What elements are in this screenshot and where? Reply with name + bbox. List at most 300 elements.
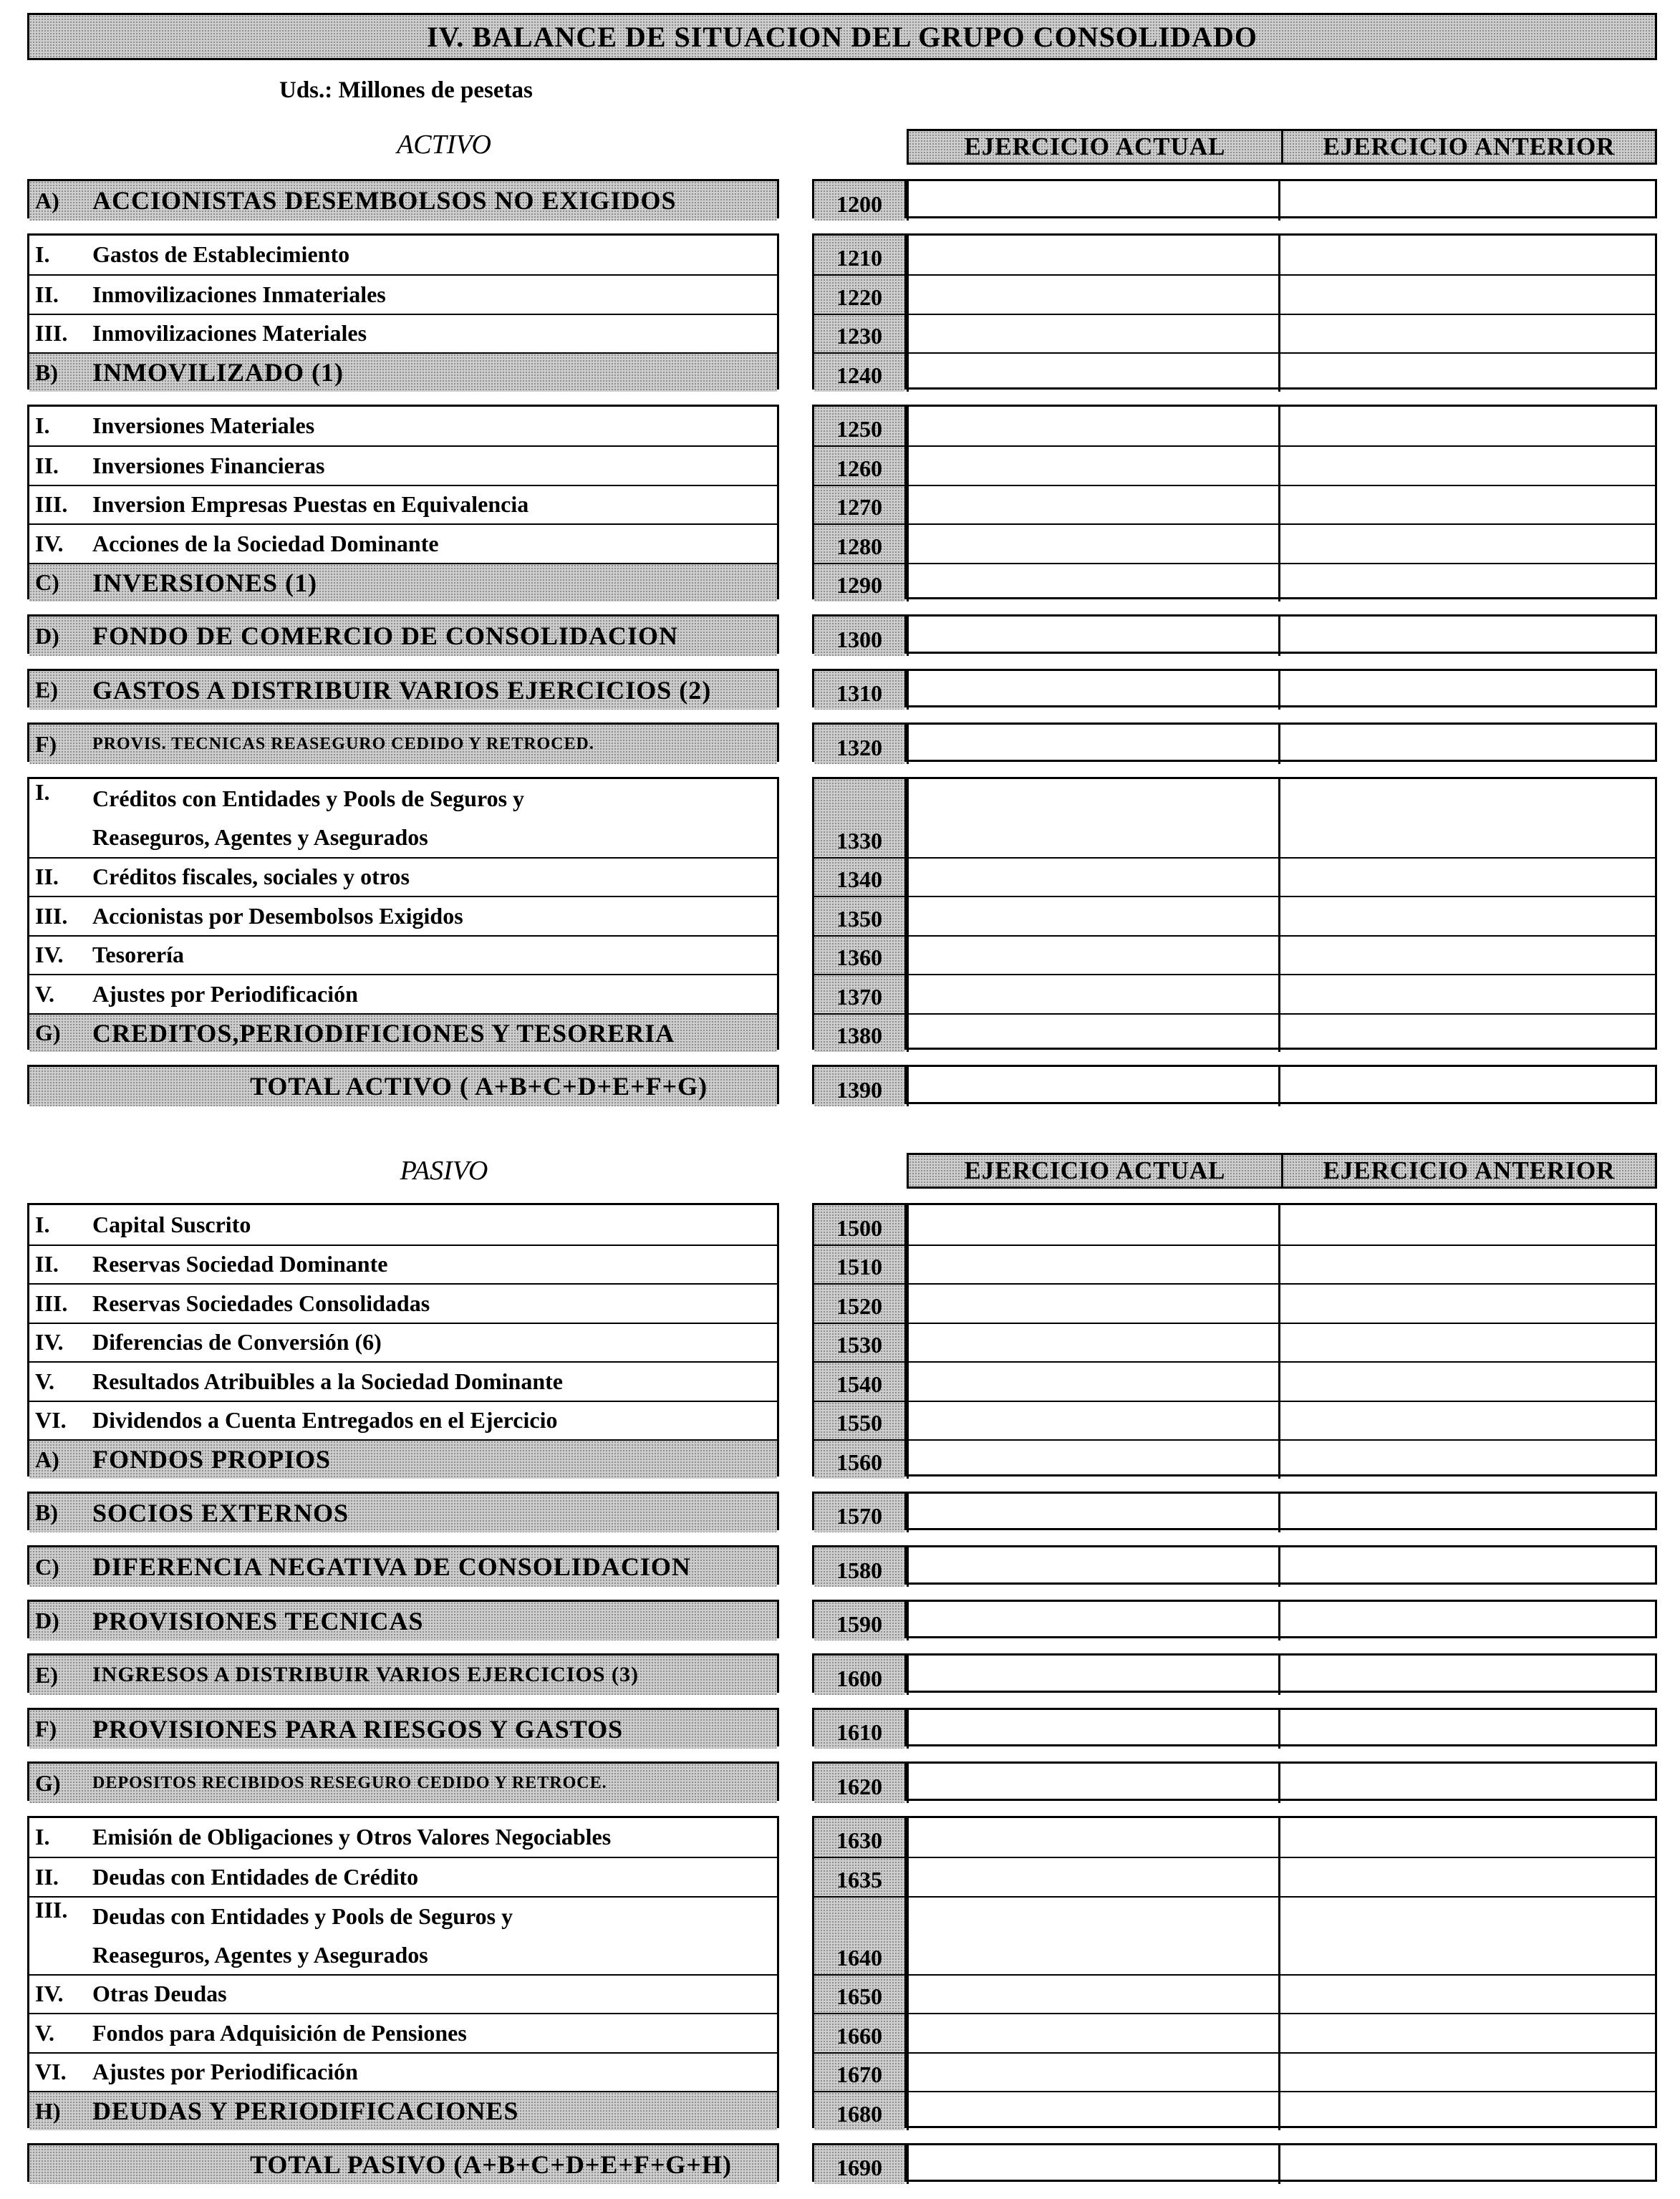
row-number: II. [35, 281, 59, 307]
value-cell-anterior[interactable] [1280, 1494, 1655, 1533]
title-bar [27, 13, 1657, 60]
account-code: 1210 [814, 236, 904, 275]
line-item-group [27, 405, 779, 600]
row-label: Capital Suscrito [92, 1211, 251, 1237]
value-cell-anterior[interactable] [1280, 2092, 1655, 2130]
line-item-row [29, 2052, 777, 2092]
code-group [812, 1545, 907, 1585]
row-label: Resultados Atribuibles a la Sociedad Dominante [92, 1368, 563, 1394]
account-code: 1680 [814, 2091, 904, 2130]
value-cell-actual[interactable] [907, 1441, 1280, 1479]
value-cell-actual[interactable] [907, 1363, 1280, 1401]
row-number: IV. [35, 1329, 64, 1355]
value-cell-actual[interactable] [907, 897, 1280, 935]
row-label: Reservas Sociedades Consolidadas [92, 1290, 430, 1316]
row-label: INMOVILIZADO (1) [92, 358, 344, 387]
value-row [907, 1283, 1655, 1323]
value-cell-actual[interactable] [907, 564, 1280, 602]
row-number: D) [35, 622, 59, 649]
value-cell-anterior[interactable] [1280, 1363, 1655, 1401]
value-cell-anterior[interactable] [1280, 1067, 1655, 1106]
account-code: 1200 [814, 181, 904, 221]
account-code: 1600 [814, 1656, 904, 1695]
value-cell-anterior[interactable] [1280, 1547, 1655, 1587]
value-row [907, 1710, 1655, 1749]
code-group [812, 1708, 907, 1747]
code-group [812, 1816, 907, 2128]
row-label: PROVISIONES TECNICAS [92, 1606, 424, 1635]
row-label: Deudas con Entidades y Pools de Seguros y [92, 1903, 513, 1929]
row-number: III. [35, 1290, 68, 1316]
value-cell-anterior[interactable] [1280, 1818, 1655, 1857]
value-cell-anterior[interactable] [1280, 1764, 1655, 1803]
row-label: Emisión de Obligaciones y Otros Valores Negociables [92, 1824, 612, 1850]
value-row [907, 1245, 1655, 1284]
value-cell-anterior[interactable] [1280, 2145, 1655, 2185]
value-row [907, 2091, 1655, 2130]
column-header-actual: EJERCICIO ACTUAL [907, 129, 1283, 165]
row-number: F) [35, 1716, 57, 1742]
account-code: 1580 [814, 1547, 904, 1587]
column-header-anterior: EJERCICIO ANTERIOR [1281, 1153, 1657, 1189]
value-cell-actual[interactable] [907, 1067, 1280, 1106]
value-cell-actual[interactable] [907, 975, 1280, 1013]
value-cell-actual[interactable] [907, 236, 1280, 275]
value-cell-actual[interactable] [907, 2145, 1280, 2185]
account-code: 1640 [814, 1896, 904, 1974]
code-group [812, 233, 907, 390]
value-cell-actual[interactable] [907, 725, 1280, 764]
value-cell-anterior[interactable] [1280, 859, 1655, 896]
account-code: 1350 [814, 896, 904, 935]
line-item-row [29, 896, 777, 935]
value-cell-actual[interactable] [907, 2092, 1280, 2130]
row-label: Inversiones Materiales [92, 412, 315, 439]
account-code: 1650 [814, 1974, 904, 2014]
line-item-row [29, 407, 777, 446]
value-group [907, 1545, 1657, 1585]
value-cell-actual[interactable] [907, 407, 1280, 446]
account-code: 1270 [814, 485, 904, 524]
value-row [907, 1494, 1655, 1533]
row-number: IV. [35, 942, 64, 968]
value-cell-actual[interactable] [907, 2054, 1280, 2092]
line-item-group [27, 1600, 779, 1639]
line-item-group [27, 179, 779, 218]
value-cell-actual[interactable] [907, 1285, 1280, 1323]
subtotal-row [29, 725, 777, 764]
row-number: III. [35, 320, 68, 347]
code-group [812, 614, 907, 654]
subtotal-row [29, 1764, 777, 1803]
value-cell-anterior[interactable] [1280, 1285, 1655, 1323]
value-cell-anterior[interactable] [1280, 1858, 1655, 1896]
row-number: I. [35, 1211, 50, 1237]
value-cell-actual[interactable] [907, 1205, 1280, 1245]
line-item-group [27, 1653, 779, 1693]
value-cell-anterior[interactable] [1280, 1246, 1655, 1284]
value-cell-anterior[interactable] [1280, 1324, 1655, 1362]
subtotal-row [29, 1656, 777, 1695]
subtotal-row [29, 181, 777, 221]
line-item-row [29, 1323, 777, 1362]
value-cell-anterior[interactable] [1280, 407, 1655, 446]
line-item-row [29, 445, 777, 485]
value-cell-actual[interactable] [907, 1015, 1280, 1053]
subtotal-row [29, 1710, 777, 1749]
code-group [812, 179, 907, 218]
value-group [907, 777, 1657, 1050]
row-label: Acciones de la Sociedad Dominante [92, 530, 439, 556]
value-group [907, 722, 1657, 762]
value-cell-actual[interactable] [907, 937, 1280, 975]
subtotal-row [29, 1547, 777, 1587]
pasivo-title: PASIVO [400, 1156, 488, 1186]
account-code: 1660 [814, 2013, 904, 2052]
row-number: B) [35, 359, 58, 385]
line-item-row [29, 485, 777, 524]
account-code: 1570 [814, 1494, 904, 1533]
account-code: 1220 [814, 274, 904, 314]
row-label: Gastos de Establecimiento [92, 241, 350, 268]
value-cell-anterior[interactable] [1280, 1205, 1655, 1245]
units-label: Uds.: Millones de pesetas [279, 77, 533, 103]
line-item-row [29, 274, 777, 314]
row-label: PROVISIONES PARA RIESGOS Y GASTOS [92, 1714, 624, 1744]
line-item-row [29, 2013, 777, 2052]
row-label: TOTAL ACTIVO ( A+B+C+D+E+F+G) [250, 1072, 708, 1101]
value-row [907, 725, 1655, 764]
value-cell-anterior[interactable] [1280, 975, 1655, 1013]
value-cell-anterior[interactable] [1280, 1402, 1655, 1440]
subtotal-row [29, 1013, 777, 1053]
row-label: Diferencias de Conversión (6) [92, 1329, 382, 1355]
code-group [812, 1065, 907, 1104]
account-code: 1590 [814, 1602, 904, 1641]
subtotal-row [29, 1602, 777, 1641]
value-row [907, 1764, 1655, 1803]
value-cell-anterior[interactable] [1280, 1710, 1655, 1749]
value-group [907, 1492, 1657, 1531]
value-cell-anterior[interactable] [1280, 564, 1655, 602]
row-label: PROVIS. TECNICAS REASEGURO CEDIDO Y RETROCED. [92, 734, 594, 753]
row-number: VI. [35, 1407, 67, 1434]
row-label-continued: Reaseguros, Agentes y Asegurados [92, 1942, 428, 1968]
value-cell-anterior[interactable] [1280, 897, 1655, 935]
code-group [812, 1761, 907, 1801]
account-code: 1635 [814, 1857, 904, 1896]
account-code: 1610 [814, 1710, 904, 1749]
account-code: 1280 [814, 523, 904, 563]
line-item-row [29, 1857, 777, 1896]
row-number: A) [35, 1446, 59, 1472]
value-cell-actual[interactable] [907, 779, 1280, 857]
row-label: Inversion Empresas Puestas en Equivalencia [92, 491, 529, 518]
row-number: I. [35, 1824, 50, 1850]
row-label: Reservas Sociedad Dominante [92, 1251, 388, 1277]
value-group [907, 2143, 1657, 2183]
value-row [907, 1439, 1655, 1479]
value-cell-anterior[interactable] [1280, 486, 1655, 524]
value-row [907, 896, 1655, 935]
row-number: I. [35, 779, 50, 805]
value-group [907, 1761, 1657, 1801]
row-number: IV. [35, 530, 64, 556]
line-item-row [29, 1205, 777, 1245]
line-item-group [27, 233, 779, 390]
row-label: Ajustes por Periodificación [92, 980, 358, 1007]
row-label: Otras Deudas [92, 1981, 227, 2007]
row-number: A) [35, 187, 59, 213]
value-row [907, 2052, 1655, 2092]
row-label-continued: Reaseguros, Agentes y Asegurados [92, 824, 428, 850]
row-number: G) [35, 1020, 61, 1046]
row-number: II. [35, 864, 59, 890]
value-row [907, 1857, 1655, 1896]
line-item-group [27, 1816, 779, 2128]
value-cell-actual[interactable] [907, 354, 1280, 392]
account-code: 1380 [814, 1013, 904, 1053]
subtotal-row [29, 1439, 777, 1479]
column-header-actual: EJERCICIO ACTUAL [907, 1153, 1283, 1189]
value-cell-anterior[interactable] [1280, 276, 1655, 314]
subtotal-row [29, 1067, 777, 1106]
line-item-row [29, 1401, 777, 1440]
value-row [907, 1323, 1655, 1362]
value-cell-actual[interactable] [907, 1547, 1280, 1587]
value-cell-actual[interactable] [907, 617, 1280, 656]
code-group [812, 1492, 907, 1531]
row-label: GASTOS A DISTRIBUIR VARIOS EJERCICIOS (2) [92, 675, 712, 705]
code-group [812, 1600, 907, 1639]
value-cell-anterior[interactable] [1280, 617, 1655, 656]
value-cell-anterior[interactable] [1280, 315, 1655, 353]
value-group [907, 233, 1657, 390]
value-row [907, 563, 1655, 602]
value-cell-anterior[interactable] [1280, 354, 1655, 392]
account-code: 1560 [814, 1439, 904, 1479]
line-item-row [29, 1974, 777, 2014]
line-item-row [29, 935, 777, 975]
value-cell-anterior[interactable] [1280, 1898, 1655, 1974]
row-number: V. [35, 2019, 54, 2046]
row-label: Tesorería [92, 942, 184, 968]
row-label: INVERSIONES (1) [92, 568, 318, 597]
row-number: D) [35, 1608, 59, 1634]
row-number: III. [35, 902, 68, 929]
value-cell-actual[interactable] [907, 1764, 1280, 1803]
line-item-group [27, 1545, 779, 1585]
value-row [907, 1205, 1655, 1245]
code-group [812, 777, 907, 1050]
value-cell-actual[interactable] [907, 1656, 1280, 1695]
row-label: Inmovilizaciones Materiales [92, 320, 367, 347]
code-group [812, 1203, 907, 1477]
value-row [907, 485, 1655, 524]
line-item-row [29, 779, 777, 857]
account-code: 1360 [814, 935, 904, 975]
value-row [907, 1602, 1655, 1641]
value-cell-anterior[interactable] [1280, 2054, 1655, 2092]
subtotal-row [29, 352, 777, 392]
row-number: IV. [35, 1981, 64, 2007]
value-cell-anterior[interactable] [1280, 725, 1655, 764]
value-cell-anterior[interactable] [1280, 525, 1655, 563]
value-group [907, 1653, 1657, 1693]
line-item-group [27, 1761, 779, 1801]
value-row [907, 1401, 1655, 1440]
value-cell-anterior[interactable] [1280, 1015, 1655, 1053]
row-label: DEUDAS Y PERIODIFICACIONES [92, 2097, 519, 2126]
value-cell-actual[interactable] [907, 486, 1280, 524]
subtotal-row [29, 1494, 777, 1533]
subtotal-row [29, 2091, 777, 2130]
line-item-group [27, 1065, 779, 1104]
row-number: B) [35, 1499, 58, 1526]
account-code: 1290 [814, 563, 904, 602]
value-cell-actual[interactable] [907, 859, 1280, 896]
value-row [907, 935, 1655, 975]
value-cell-anterior[interactable] [1280, 181, 1655, 221]
value-cell-actual[interactable] [907, 315, 1280, 353]
line-item-row [29, 857, 777, 896]
row-label: Ajustes por Periodificación [92, 2059, 358, 2085]
row-label: Accionistas por Desembolsos Exigidos [92, 902, 463, 929]
value-cell-actual[interactable] [907, 1602, 1280, 1641]
value-row [907, 2145, 1655, 2185]
value-group [907, 1065, 1657, 1104]
value-row [907, 181, 1655, 221]
value-cell-actual[interactable] [907, 1976, 1280, 2014]
account-code: 1230 [814, 314, 904, 353]
value-cell-actual[interactable] [907, 1858, 1280, 1896]
value-cell-anterior[interactable] [1280, 937, 1655, 975]
line-item-group [27, 722, 779, 762]
row-label: CREDITOS,PERIODIFICIONES Y TESORERIA [92, 1018, 675, 1048]
value-cell-actual[interactable] [907, 1324, 1280, 1362]
value-row [907, 1013, 1655, 1053]
code-group [812, 2143, 907, 2183]
account-code: 1260 [814, 445, 904, 485]
value-cell-anterior[interactable] [1280, 2014, 1655, 2052]
value-cell-actual[interactable] [907, 525, 1280, 563]
code-group [812, 1653, 907, 1693]
line-item-row [29, 974, 777, 1013]
value-group [907, 614, 1657, 654]
value-row [907, 352, 1655, 392]
value-group [907, 1708, 1657, 1747]
line-item-group [27, 1708, 779, 1747]
value-row [907, 2013, 1655, 2052]
code-group [812, 722, 907, 762]
account-code: 1670 [814, 2052, 904, 2092]
account-code: 1510 [814, 1245, 904, 1284]
row-number: III. [35, 1897, 68, 1923]
row-number: C) [35, 1553, 59, 1580]
row-number: VI. [35, 2059, 67, 2085]
account-code: 1520 [814, 1283, 904, 1323]
value-cell-actual[interactable] [907, 1494, 1280, 1533]
account-code: 1240 [814, 352, 904, 392]
row-number: F) [35, 730, 57, 757]
value-cell-actual[interactable] [907, 276, 1280, 314]
row-number: E) [35, 677, 58, 703]
row-number: V. [35, 980, 54, 1007]
account-code: 1690 [814, 2145, 904, 2185]
code-group [812, 405, 907, 600]
row-label: DIFERENCIA NEGATIVA DE CONSOLIDACION [92, 1552, 691, 1582]
value-cell-anterior[interactable] [1280, 1602, 1655, 1641]
value-cell-actual[interactable] [907, 671, 1280, 710]
line-item-group [27, 669, 779, 708]
value-cell-anterior[interactable] [1280, 447, 1655, 485]
value-cell-anterior[interactable] [1280, 1656, 1655, 1695]
account-code: 1340 [814, 857, 904, 896]
value-cell-anterior[interactable] [1280, 236, 1655, 275]
account-code: 1540 [814, 1361, 904, 1401]
subtotal-row [29, 671, 777, 710]
page-title: IV. BALANCE DE SITUACION DEL GRUPO CONSOLIDADO [427, 20, 1257, 53]
code-group [812, 669, 907, 708]
row-number: II. [35, 1863, 59, 1890]
line-item-group [27, 777, 779, 1050]
value-group [907, 1600, 1657, 1639]
row-label: Inmovilizaciones Inmateriales [92, 281, 386, 307]
value-cell-anterior[interactable] [1280, 671, 1655, 710]
value-cell-actual[interactable] [907, 1710, 1280, 1749]
value-row [907, 617, 1655, 656]
account-code: 1550 [814, 1401, 904, 1440]
value-cell-anterior[interactable] [1280, 779, 1655, 857]
value-cell-actual[interactable] [907, 1402, 1280, 1440]
line-item-group [27, 2143, 779, 2183]
value-cell-actual[interactable] [907, 1818, 1280, 1857]
value-cell-actual[interactable] [907, 1898, 1280, 1974]
line-item-row [29, 236, 777, 275]
row-number: I. [35, 412, 50, 439]
account-code: 1310 [814, 671, 904, 710]
value-cell-anterior[interactable] [1280, 1441, 1655, 1479]
value-row [907, 857, 1655, 896]
line-item-group [27, 1492, 779, 1531]
value-cell-actual[interactable] [907, 447, 1280, 485]
value-row [907, 1818, 1655, 1857]
value-group [907, 179, 1657, 218]
value-cell-anterior[interactable] [1280, 1976, 1655, 2014]
row-number: G) [35, 1769, 61, 1796]
value-cell-actual[interactable] [907, 181, 1280, 221]
line-item-row [29, 1245, 777, 1284]
row-label: TOTAL PASIVO (A+B+C+D+E+F+G+H) [250, 2150, 732, 2179]
value-row [907, 671, 1655, 710]
line-item-group [27, 1203, 779, 1477]
row-label: FONDOS PROPIOS [92, 1445, 332, 1474]
account-code: 1330 [814, 779, 904, 857]
account-code: 1370 [814, 974, 904, 1013]
row-number: I. [35, 241, 50, 268]
value-group [907, 405, 1657, 600]
row-label: Dividendos a Cuenta Entregados en el Ejercicio [92, 1407, 558, 1434]
row-label: FONDO DE COMERCIO DE CONSOLIDACION [92, 622, 679, 651]
line-item-row [29, 314, 777, 353]
row-number: E) [35, 1661, 58, 1688]
value-cell-actual[interactable] [907, 2014, 1280, 2052]
value-cell-actual[interactable] [907, 1246, 1280, 1284]
column-header-anterior: EJERCICIO ANTERIOR [1281, 129, 1657, 165]
value-group [907, 669, 1657, 708]
line-item-group [27, 614, 779, 654]
subtotal-row [29, 563, 777, 602]
